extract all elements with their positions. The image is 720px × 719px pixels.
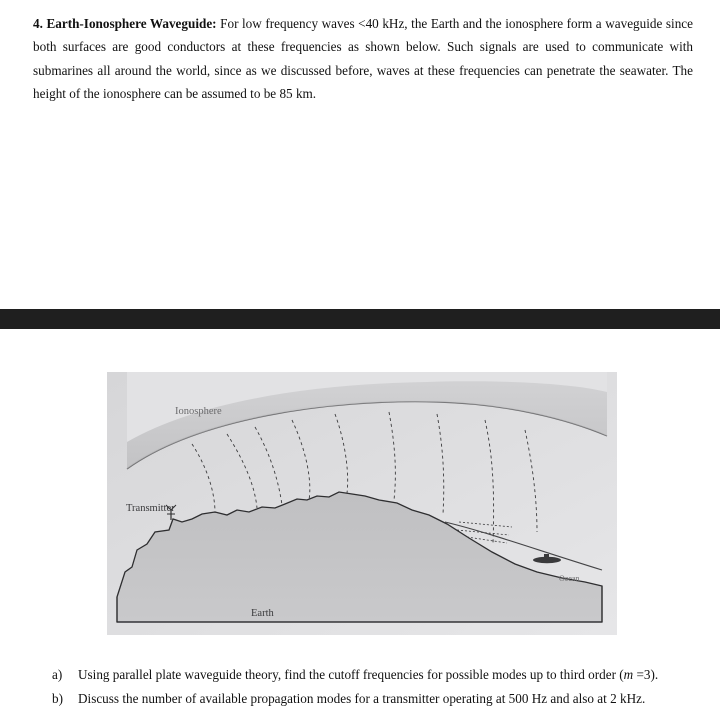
question-text	[78, 663, 658, 687]
problem-statement	[33, 12, 693, 106]
ionosphere-label: Ionosphere	[175, 406, 222, 417]
question-variable: m	[623, 667, 634, 682]
ocean-label: Ocean	[559, 574, 580, 583]
question-label: a)	[52, 667, 63, 682]
question-text-before: Discuss the number of available propagation modes for a transmitter operating at 500 Hz and also at 2 kHz.	[78, 690, 646, 706]
question-text	[78, 687, 645, 711]
question-item	[52, 663, 692, 687]
problem-body: For low frequency waves <40 kHz, the Earth and the ionosphere form a waveguide since both surfaces are good conductors at these frequencies as shown below. Such signals are used to communicate with submarines all around the world, since as we discussed before, waves at these frequencies can penetrate the seawater. The height of the ionosphere can be assumed to be 85 km.	[33, 16, 693, 102]
question-text-before: Using parallel plate waveguide theory, find the cutoff frequencies for possible modes up to third order (	[78, 667, 624, 682]
question-text-after: =3).	[633, 667, 659, 682]
question-item	[52, 687, 692, 711]
question-label: b)	[52, 690, 63, 706]
earth-label: Earth	[251, 608, 274, 619]
problem-heading: 4. Earth-Ionosphere Waveguide:	[33, 16, 217, 31]
transmitter-label: Transmitter	[126, 503, 175, 514]
waveguide-figure	[107, 372, 617, 635]
page-divider	[0, 309, 720, 329]
question-list	[52, 663, 692, 710]
waveguide-diagram	[107, 372, 617, 635]
